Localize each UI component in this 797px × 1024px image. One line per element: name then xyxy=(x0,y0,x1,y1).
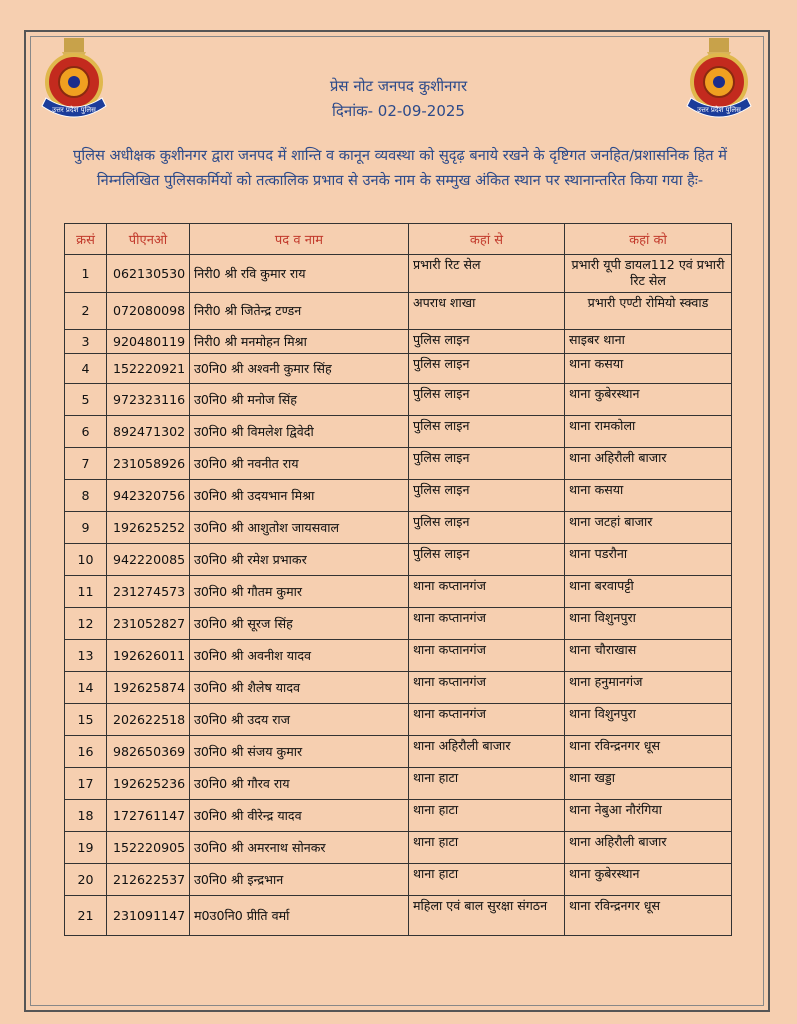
table-row xyxy=(65,800,732,832)
cell-to: थाना नेबुआ नौरंगिया xyxy=(565,800,732,832)
cell-sno: 19 xyxy=(65,832,107,864)
table-row xyxy=(65,704,732,736)
cell-from: थाना अहिरौली बाजार xyxy=(409,736,565,768)
cell-pno: 212622537 xyxy=(107,864,190,896)
cell-sno: 2 xyxy=(65,293,107,330)
cell-from: पुलिस लाइन xyxy=(409,330,565,354)
cell-rank-name: उ0नि0 श्री अश्वनी कुमार सिंह xyxy=(190,354,409,384)
cell-to: थाना कसया xyxy=(565,354,732,384)
table-row xyxy=(65,672,732,704)
cell-to: थाना हनुमानगंज xyxy=(565,672,732,704)
cell-sno: 21 xyxy=(65,896,107,936)
cell-rank-name: उ0नि0 श्री आशुतोश जायसवाल xyxy=(190,512,409,544)
cell-to: थाना पडरौना xyxy=(565,544,732,576)
col-header-rank-name: पद व नाम xyxy=(190,224,409,255)
cell-sno: 7 xyxy=(65,448,107,480)
table-row xyxy=(65,736,732,768)
cell-sno: 11 xyxy=(65,576,107,608)
cell-rank-name: निरी0 श्री मनमोहन मिश्रा xyxy=(190,330,409,354)
col-header-pno: पीएनओ xyxy=(107,224,190,255)
cell-pno: 892471302 xyxy=(107,416,190,448)
cell-rank-name: उ0नि0 श्री मनोज सिंह xyxy=(190,384,409,416)
table-row xyxy=(65,354,732,384)
col-header-sno: क्रसं xyxy=(65,224,107,255)
table-row xyxy=(65,608,732,640)
cell-sno: 16 xyxy=(65,736,107,768)
table-row xyxy=(65,480,732,512)
cell-pno: 231274573 xyxy=(107,576,190,608)
table-row xyxy=(65,255,732,293)
cell-from: अपराध शाखा xyxy=(409,293,565,330)
cell-sno: 14 xyxy=(65,672,107,704)
cell-pno: 231052827 xyxy=(107,608,190,640)
cell-from: थाना कप्तानगंज xyxy=(409,704,565,736)
table-row xyxy=(65,640,732,672)
cell-from: महिला एवं बाल सुरक्षा संगठन xyxy=(409,896,565,936)
table-row xyxy=(65,330,732,354)
table-row xyxy=(65,832,732,864)
cell-sno: 15 xyxy=(65,704,107,736)
cell-from: थाना हाटा xyxy=(409,832,565,864)
cell-to: थाना खड्डा xyxy=(565,768,732,800)
table-row xyxy=(65,576,732,608)
cell-pno: 920480119 xyxy=(107,330,190,354)
cell-rank-name: उ0नि0 श्री वीरेन्द्र यादव xyxy=(190,800,409,832)
intro-paragraph: पुलिस अधीक्षक कुशीनगर द्वारा जनपद में शान्ति व कानून व्यवस्था को सुदृढ़ बनाये रखने के दृष्टिगत जनहित/प्रशासनिक हित में निम्नलिखित पुलिसकर्मियों को तत्कालिक प्रभाव से उनके नाम के सम्मुख अंकित स्थान पर स्थानान्तरित किया गया हैः- xyxy=(73,147,727,189)
cell-to: थाना कसया xyxy=(565,480,732,512)
cell-rank-name: उ0नि0 श्री सूरज सिंह xyxy=(190,608,409,640)
cell-to: साइबर थाना xyxy=(565,330,732,354)
cell-pno: 202622518 xyxy=(107,704,190,736)
cell-from: थाना कप्तानगंज xyxy=(409,672,565,704)
cell-to: थाना कुबेरस्थान xyxy=(565,864,732,896)
table-row xyxy=(65,293,732,330)
cell-pno: 192626011 xyxy=(107,640,190,672)
cell-from: थाना कप्तानगंज xyxy=(409,608,565,640)
cell-rank-name: निरी0 श्री रवि कुमार राय xyxy=(190,255,409,293)
cell-from: थाना कप्तानगंज xyxy=(409,576,565,608)
svg-text:उत्तर प्रदेश पुलिस: उत्तर प्रदेश पुलिस xyxy=(697,106,741,114)
cell-sno: 12 xyxy=(65,608,107,640)
cell-pno: 192625874 xyxy=(107,672,190,704)
cell-pno: 231091147 xyxy=(107,896,190,936)
cell-pno: 152220921 xyxy=(107,354,190,384)
cell-pno: 062130530 xyxy=(107,255,190,293)
cell-to: थाना विशुनपुरा xyxy=(565,704,732,736)
cell-sno: 4 xyxy=(65,354,107,384)
table-header-row xyxy=(65,224,732,255)
cell-to: प्रभारी एण्टी रोमियो स्क्वाड xyxy=(565,293,732,330)
press-note-title: प्रेस नोट जनपद कुशीनगर xyxy=(329,77,468,95)
table-row xyxy=(65,416,732,448)
cell-pno: 152220905 xyxy=(107,832,190,864)
cell-from: पुलिस लाइन xyxy=(409,448,565,480)
cell-to: थाना बरवापट्टी xyxy=(565,576,732,608)
cell-rank-name: उ0नि0 श्री उदयभान मिश्रा xyxy=(190,480,409,512)
cell-pno: 972323116 xyxy=(107,384,190,416)
transfer-table xyxy=(64,223,732,936)
table-row xyxy=(65,512,732,544)
cell-sno: 3 xyxy=(65,330,107,354)
cell-from: पुलिस लाइन xyxy=(409,384,565,416)
cell-to: थाना अहिरौली बाजार xyxy=(565,832,732,864)
table-row xyxy=(65,448,732,480)
cell-pno: 072080098 xyxy=(107,293,190,330)
cell-sno: 9 xyxy=(65,512,107,544)
cell-sno: 5 xyxy=(65,384,107,416)
table-row xyxy=(65,384,732,416)
cell-pno: 192625252 xyxy=(107,512,190,544)
cell-rank-name: उ0नि0 श्री शैलेष यादव xyxy=(190,672,409,704)
cell-to: थाना रामकोला xyxy=(565,416,732,448)
cell-to: थाना रविन्द्रनगर धूस xyxy=(565,896,732,936)
cell-from: प्रभारी रिट सेल xyxy=(409,255,565,293)
cell-rank-name: उ0नि0 श्री गौतम कुमार xyxy=(190,576,409,608)
col-header-to: कहां को xyxy=(565,224,732,255)
cell-from: थाना कप्तानगंज xyxy=(409,640,565,672)
cell-rank-name: उ0नि0 श्री नवनीत राय xyxy=(190,448,409,480)
cell-from: पुलिस लाइन xyxy=(409,544,565,576)
cell-from: पुलिस लाइन xyxy=(409,480,565,512)
cell-pno: 982650369 xyxy=(107,736,190,768)
cell-rank-name: उ0नि0 श्री गौरव राय xyxy=(190,768,409,800)
svg-text:उत्तर प्रदेश पुलिस: उत्तर प्रदेश पुलिस xyxy=(52,106,96,114)
cell-to: थाना चौराखास xyxy=(565,640,732,672)
cell-sno: 10 xyxy=(65,544,107,576)
cell-sno: 6 xyxy=(65,416,107,448)
cell-pno: 231058926 xyxy=(107,448,190,480)
cell-sno: 13 xyxy=(65,640,107,672)
table-row xyxy=(65,896,732,936)
cell-rank-name: निरी0 श्री जितेन्द्र टण्डन xyxy=(190,293,409,330)
cell-sno: 18 xyxy=(65,800,107,832)
cell-from: पुलिस लाइन xyxy=(409,416,565,448)
cell-sno: 17 xyxy=(65,768,107,800)
cell-sno: 8 xyxy=(65,480,107,512)
cell-to: थाना विशुनपुरा xyxy=(565,608,732,640)
table-row xyxy=(65,544,732,576)
cell-rank-name: उ0नि0 श्री अमरनाथ सोनकर xyxy=(190,832,409,864)
cell-to: थाना अहिरौली बाजार xyxy=(565,448,732,480)
cell-from: पुलिस लाइन xyxy=(409,354,565,384)
cell-rank-name: उ0नि0 श्री रमेश प्रभाकर xyxy=(190,544,409,576)
press-note-date: दिनांक- 02-09-2025 xyxy=(332,102,465,120)
cell-rank-name: उ0नि0 श्री संजय कुमार xyxy=(190,736,409,768)
cell-to: थाना रविन्द्रनगर धूस xyxy=(565,736,732,768)
cell-to: थाना जटहां बाजार xyxy=(565,512,732,544)
cell-rank-name: म0उ0नि0 प्रीति वर्मा xyxy=(190,896,409,936)
cell-pno: 192625236 xyxy=(107,768,190,800)
table-row xyxy=(65,768,732,800)
cell-pno: 172761147 xyxy=(107,800,190,832)
cell-from: थाना हाटा xyxy=(409,768,565,800)
cell-rank-name: उ0नि0 श्री विमलेश द्विवेदी xyxy=(190,416,409,448)
cell-rank-name: उ0नि0 श्री उदय राज xyxy=(190,704,409,736)
cell-pno: 942320756 xyxy=(107,480,190,512)
cell-pno: 942220085 xyxy=(107,544,190,576)
cell-sno: 20 xyxy=(65,864,107,896)
cell-to: थाना कुबेरस्थान xyxy=(565,384,732,416)
cell-to: प्रभारी यूपी डायल112 एवं प्रभारी रिट सेल xyxy=(565,255,732,293)
cell-from: थाना हाटा xyxy=(409,864,565,896)
col-header-from: कहां से xyxy=(409,224,565,255)
table-row xyxy=(65,864,732,896)
cell-from: पुलिस लाइन xyxy=(409,512,565,544)
cell-from: थाना हाटा xyxy=(409,800,565,832)
cell-sno: 1 xyxy=(65,255,107,293)
cell-rank-name: उ0नि0 श्री इन्द्रभान xyxy=(190,864,409,896)
cell-rank-name: उ0नि0 श्री अवनीश यादव xyxy=(190,640,409,672)
